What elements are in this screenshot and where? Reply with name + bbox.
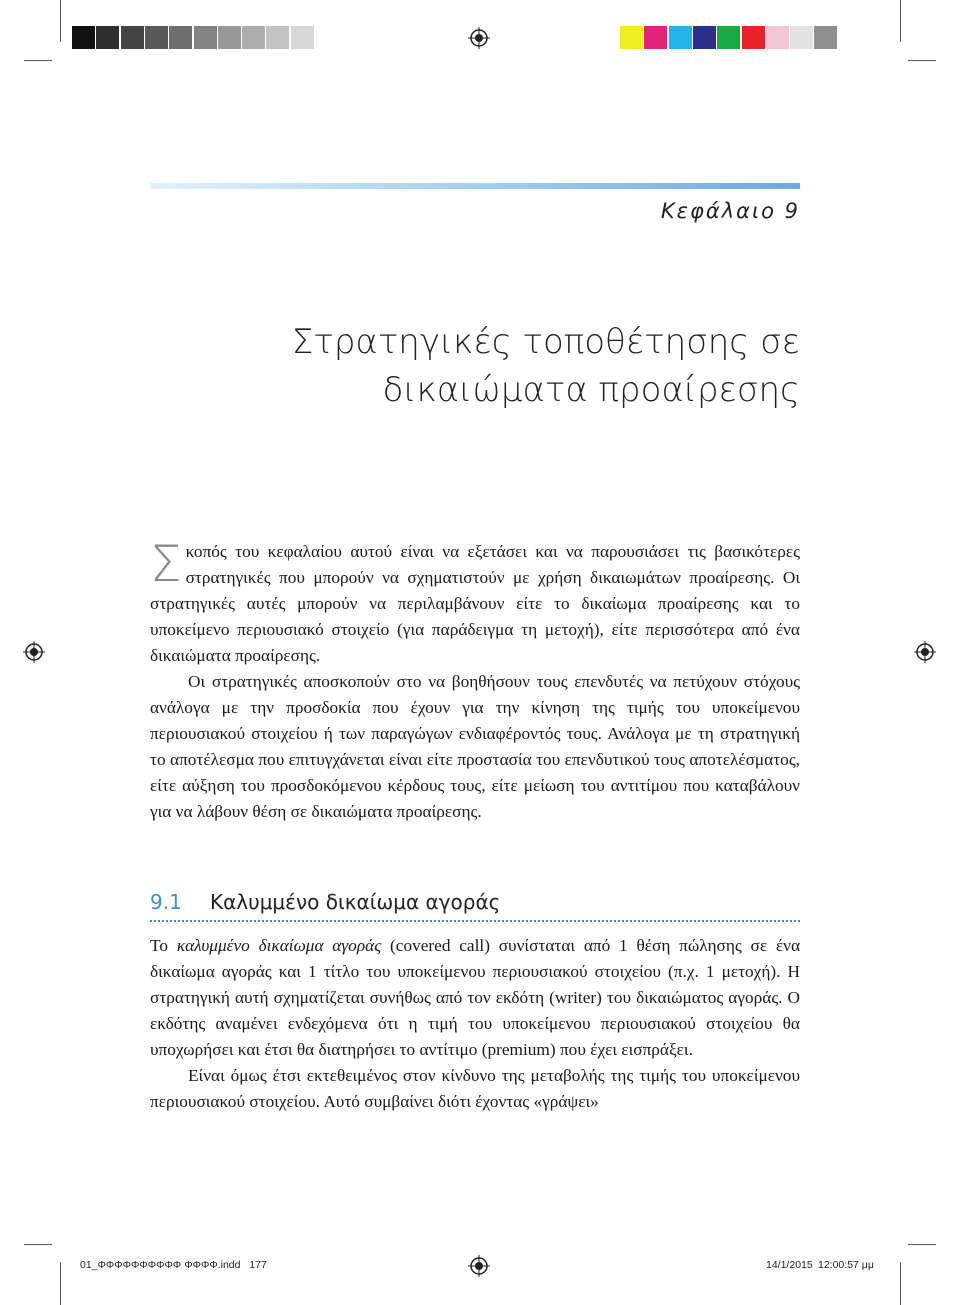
crop-mark [908, 60, 936, 61]
color-swatch [669, 26, 692, 49]
color-swatch [242, 26, 265, 49]
drop-cap: Σ [150, 535, 182, 593]
color-swatch [693, 26, 716, 49]
crop-mark [900, 1262, 901, 1305]
section-number: 9.1 [150, 890, 182, 914]
registration-mark-icon [23, 641, 45, 663]
section-text [150, 933, 800, 1115]
chapter-title-line: Στρατηγικές τοποθέτησης σε [291, 322, 800, 362]
chapter-label: Κεφάλαιο 9 [660, 199, 800, 223]
intro-paragraph: Οι στρατηγικές αποσκοπούν στο να βοηθήσουν τους επενδυτές να πετύχουν στόχους ανάλογα με την προσδοκία που έχουν για την κίνηση της τιμής του υποκείμενου περιουσιακού στοιχείου ή των παραγώγων ενδιαφέροντός τους. Ανάλογα με τη στρατηγική το αποτέλεσμα που επιτυγχάνεται είναι είτε προστασία του επενδυτικού τους αποτελέσματος, είτε αύξηση του προσδοκόμενου κέρδους τους, είτε μείωση του αντιτίμου που καταβάλουν για να λάβουν θέση σε δικαιώματα προαίρεσης. [150, 672, 800, 821]
section-heading [150, 886, 800, 922]
color-swatch [717, 26, 740, 49]
footer-page: 177 [249, 1259, 267, 1271]
color-swatch [266, 26, 289, 49]
color-swatch [96, 26, 119, 49]
defined-term: καλυμμένο δικαίωμα αγοράς [176, 936, 382, 955]
intro-text [150, 535, 800, 825]
color-swatch [291, 26, 314, 49]
color-swatch [72, 26, 95, 49]
color-swatch [194, 26, 217, 49]
body-paragraph [150, 933, 800, 1063]
footer-filename [80, 1259, 267, 1271]
section-title: Καλυμμένο δικαίωμα αγοράς [210, 890, 501, 914]
crop-mark [60, 1262, 61, 1305]
color-swatch [121, 26, 144, 49]
chapter-title [292, 318, 800, 414]
chapter-title-line: δικαιώματα προαίρεσης [382, 370, 800, 410]
body-text: (covered call) συνίσταται από 1 θέση πώλησης σε ένα δικαίωμα αγοράς και 1 τίτλο του υποκείμενου περιουσιακού στοιχείου (π.χ. 1 μετοχή). Η στρατηγική αυτή σχηματίζεται συνήθως από τον εκδότη (writer) του δικαιώματος αγοράς. Ο εκδότης αναμένει ενδεχόμενα ότι η τιμή του υποκείμενου περιουσιακού στοιχείου θα υποχωρήσει και έτσι θα διατηρήσει το αντίτιμο (premium) που έχει εισπράξει. [150, 936, 801, 1059]
body-text: Το [150, 936, 177, 955]
chapter-top-rule [150, 183, 800, 189]
registration-mark-icon [468, 27, 490, 49]
footer-time: 12:00:57 μμ [818, 1259, 874, 1271]
crop-mark [24, 1244, 52, 1245]
crop-mark [24, 60, 52, 61]
footer-date: 14/1/2015 [766, 1259, 813, 1271]
color-swatch [644, 26, 667, 49]
color-swatch [742, 26, 765, 49]
color-swatch [620, 26, 643, 49]
crop-mark [900, 0, 901, 42]
color-swatch [169, 26, 192, 49]
registration-mark-icon [468, 1255, 490, 1277]
registration-mark-icon [914, 641, 936, 663]
color-swatch [766, 26, 789, 49]
footer-file: 01_ΦΦΦΦΦΦΦΦΦΦ ΦΦΦΦ.indd [80, 1259, 241, 1271]
intro-paragraph-text: κοπός του κεφαλαίου αυτού είναι να εξετάσει και να παρουσιάσει τις βασικότερες στρατηγικές που μπορούν να σχηματιστούν με χρήση δικαιωμάτων προαίρεσης. Οι στρατηγικές αυτές μπορούν να περιλαμβάνουν είτε το δικαίωμα προαίρεσης και το υποκείμενο περιουσιακό στοιχείο (για παράδειγμα τη μετοχή), είτε περισσότερα από ένα δικαιώματα προαίρεσης. [150, 542, 800, 665]
color-swatch [814, 26, 837, 49]
body-paragraph: Είναι όμως έτσι εκτεθειμένος στον κίνδυνο της μεταβολής της τιμής του υποκείμενου περιουσιακού στοιχείου. Αυτό συμβαίνει διότι έχοντας «γράψει» [150, 1066, 800, 1111]
crop-mark [908, 1244, 936, 1245]
color-swatch [145, 26, 168, 49]
intro-paragraph [150, 535, 800, 669]
color-swatch [218, 26, 241, 49]
crop-mark [60, 0, 61, 42]
color-swatch [790, 26, 813, 49]
